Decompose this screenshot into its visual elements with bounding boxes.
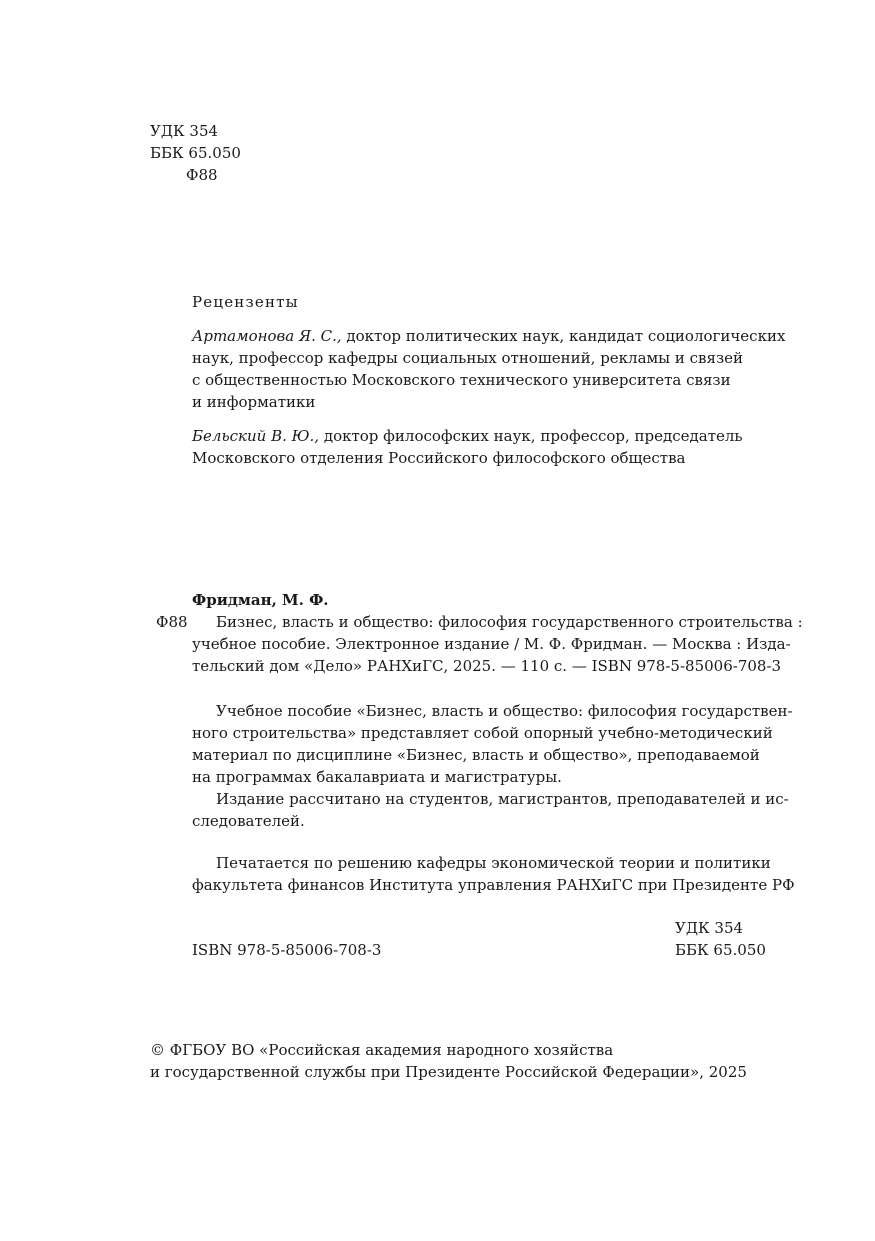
biblio-author: Фридман, М. Ф. [192,591,329,609]
approval-line-1: Печатается по решению кафедры экономической теории и политики [216,854,771,872]
reviewer-2-name: Бельский В. Ю., [192,427,320,445]
bbk-code-bottom: ББК 65.050 [675,941,766,959]
udk-code-bottom: УДК 354 [675,919,744,937]
annotation-line-4: на программах бакалавриата и магистратуры. [192,768,562,786]
reviewer-2-line-2: Московского отделения Российского философского общества [192,449,686,467]
reviewer-1-line-1 [192,325,785,347]
approval-line-2: факультета финансов Института управления РАНХиГС при Президенте РФ [192,876,795,894]
author-mark-top: Ф88 [186,166,218,184]
annotation-line-3: материал по дисциплине «Бизнес, власть и общество», преподаваемой [192,746,760,764]
annotation-line-1: Учебное пособие «Бизнес, власть и общество: философия государствен- [216,702,793,720]
reviewer-1-name: Артамонова Я. С., [192,327,342,345]
biblio-mark: Ф88 [156,613,188,631]
udk-code-top: УДК 354 [150,122,219,140]
annotation-line-6: следователей. [192,812,305,830]
copyright-line-2: и государственной службы при Президенте Российской Федерации», 2025 [150,1063,747,1081]
reviewer-2-line-1 [192,425,743,447]
bbk-code-top: ББК 65.050 [150,144,241,162]
reviewers-heading: Рецензенты [192,293,299,311]
isbn: ISBN 978-5-85006-708-3 [192,941,382,959]
biblio-line-3: тельский дом «Дело» РАНХиГС, 2025. — 110 с. — ISBN 978-5-85006-708-3 [192,657,782,675]
biblio-line-2: учебное пособие. Электронное издание / М. Ф. Фридман. — Москва : Изда- [192,635,791,653]
reviewer-2-text: доктор философских наук, профессор, председатель [319,427,743,445]
annotation-line-2: ного строительства» представляет собой опорный учебно-методический [192,724,773,742]
biblio-line-1: Бизнес, власть и общество: философия государственного строительства : [216,613,803,631]
reviewer-1-line-3: с общественностью Московского технического университета связи [192,371,731,389]
reviewer-1-line-4: и информатики [192,393,316,411]
copyright-line-1: © ФГБОУ ВО «Российская академия народного хозяйства [150,1041,614,1059]
annotation-line-5: Издание рассчитано на студентов, магистрантов, преподавателей и ис- [216,790,789,808]
reviewer-1-text: доктор политических наук, кандидат социологических [341,327,786,345]
reviewer-1-line-2: наук, профессор кафедры социальных отношений, рекламы и связей [192,349,744,367]
